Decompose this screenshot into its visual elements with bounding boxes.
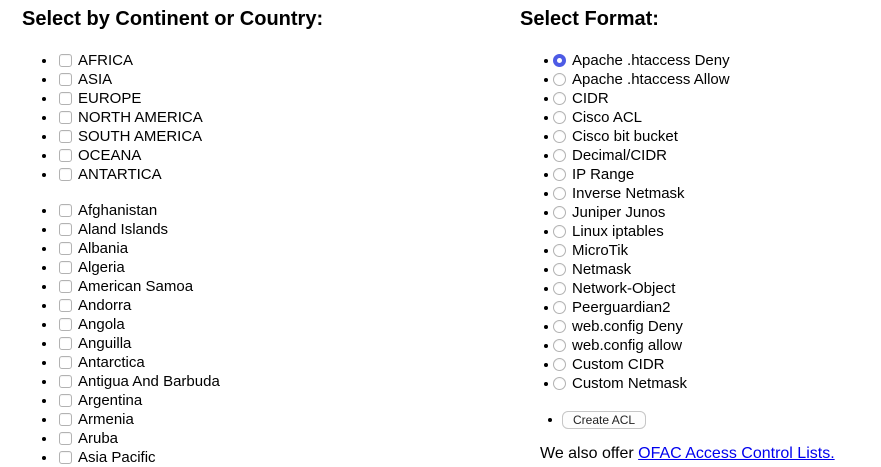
list-item [22, 239, 502, 258]
option-label: American Samoa [78, 278, 194, 295]
option-label: Albania [78, 240, 129, 257]
list-item [22, 51, 502, 70]
option-label: Juniper Junos [572, 204, 666, 221]
option-label: Custom CIDR [572, 356, 665, 373]
radio-button[interactable] [553, 225, 566, 238]
radio-button[interactable] [553, 282, 566, 295]
create-acl-row [520, 410, 881, 430]
list-item [22, 165, 502, 184]
option-label: Anguilla [78, 335, 132, 352]
option-label: ASIA [78, 71, 113, 88]
checkbox[interactable] [59, 92, 72, 105]
list-item [520, 203, 881, 222]
footer-note [540, 444, 881, 463]
radio-button[interactable] [553, 206, 566, 219]
option-label: Aland Islands [78, 221, 169, 238]
radio-button[interactable] [553, 358, 566, 371]
option-label: Inverse Netmask [572, 185, 685, 202]
list-item [22, 429, 502, 448]
option-label: Antarctica [78, 354, 145, 371]
checkbox[interactable] [59, 261, 72, 274]
option-label: Armenia [78, 411, 134, 428]
radio-button[interactable] [553, 377, 566, 390]
checkbox[interactable] [59, 451, 72, 464]
list-item [520, 89, 881, 108]
radio-button[interactable] [553, 130, 566, 143]
list-item [22, 277, 502, 296]
list-item [520, 374, 881, 393]
list-item [520, 279, 881, 298]
option-label: MicroTik [572, 242, 629, 259]
checkbox[interactable] [59, 168, 72, 181]
option-label: Asia Pacific [78, 449, 156, 466]
checkbox[interactable] [59, 73, 72, 86]
ofac-link[interactable]: OFAC Access Control Lists. [638, 445, 835, 462]
option-label: IP Range [572, 166, 635, 183]
list-item [520, 70, 881, 89]
option-label: Afghanistan [78, 202, 158, 219]
format-heading: Select Format: [520, 8, 659, 30]
option-label: Custom Netmask [572, 375, 688, 392]
radio-button[interactable] [553, 73, 566, 86]
radio-button[interactable] [553, 54, 566, 67]
option-label: SOUTH AMERICA [78, 128, 203, 145]
option-label: EUROPE [78, 90, 142, 107]
radio-button[interactable] [553, 92, 566, 105]
option-label: Angola [78, 316, 125, 333]
list-item [520, 317, 881, 336]
checkbox[interactable] [59, 318, 72, 331]
radio-button[interactable] [553, 111, 566, 124]
checkbox[interactable] [59, 394, 72, 407]
radio-button[interactable] [553, 187, 566, 200]
list-item [22, 258, 502, 277]
option-label: Cisco ACL [572, 109, 643, 126]
list-item [22, 127, 502, 146]
radio-button[interactable] [553, 301, 566, 314]
checkbox[interactable] [59, 111, 72, 124]
checkbox[interactable] [59, 356, 72, 369]
list-item [520, 165, 881, 184]
list-item [520, 222, 881, 241]
list-item [22, 220, 502, 239]
radio-button[interactable] [553, 339, 566, 352]
checkbox[interactable] [59, 242, 72, 255]
list-item [520, 336, 881, 355]
option-label: web.config Deny [572, 318, 683, 335]
list-item [520, 127, 881, 146]
list-item [520, 108, 881, 127]
checkbox[interactable] [59, 130, 72, 143]
option-label: Cisco bit bucket [572, 128, 678, 145]
option-label: CIDR [572, 90, 609, 107]
checkbox[interactable] [59, 149, 72, 162]
checkbox[interactable] [59, 280, 72, 293]
option-label: Peerguardian2 [572, 299, 671, 316]
checkbox[interactable] [59, 54, 72, 67]
option-label: NORTH AMERICA [78, 109, 203, 126]
option-label: AFRICA [78, 52, 134, 69]
continent-country-heading: Select by Continent or Country: [22, 8, 324, 30]
checkbox[interactable] [59, 204, 72, 217]
format-section [520, 0, 881, 463]
list-item [520, 51, 881, 70]
option-label: ANTARTICA [78, 166, 162, 183]
list-item [22, 70, 502, 89]
checkbox[interactable] [59, 223, 72, 236]
option-label: Apache .htaccess Deny [572, 52, 730, 69]
format-list [520, 51, 881, 393]
list-item [22, 353, 502, 372]
option-label: Apache .htaccess Allow [572, 71, 730, 88]
list-item [22, 201, 502, 220]
list-item [22, 315, 502, 334]
list-item [22, 448, 502, 467]
list-item [22, 296, 502, 315]
list-item [22, 372, 502, 391]
list-item [520, 241, 881, 260]
radio-button[interactable] [553, 320, 566, 333]
footer-text: We also offer [540, 445, 639, 462]
checkbox[interactable] [59, 299, 72, 312]
option-label: Netmask [572, 261, 632, 278]
list-item [520, 184, 881, 203]
radio-button[interactable] [553, 244, 566, 257]
radio-button[interactable] [553, 168, 566, 181]
list-item [520, 410, 881, 430]
option-label: Aruba [78, 430, 119, 447]
option-label: web.config allow [572, 337, 683, 354]
list-item [22, 146, 502, 165]
radio-button[interactable] [553, 263, 566, 276]
list-item [22, 410, 502, 429]
checkbox[interactable] [59, 432, 72, 445]
continent-country-section [22, 0, 502, 467]
continent-list [22, 51, 502, 184]
country-list [22, 201, 502, 467]
option-label: Network-Object [572, 280, 676, 297]
create-acl-button[interactable]: Create ACL [562, 411, 646, 429]
option-label: Algeria [78, 259, 125, 276]
checkbox[interactable] [59, 337, 72, 350]
checkbox[interactable] [59, 375, 72, 388]
list-item [520, 298, 881, 317]
checkbox[interactable] [59, 413, 72, 426]
list-item [22, 391, 502, 410]
option-label: Linux iptables [572, 223, 664, 240]
option-label: Decimal/CIDR [572, 147, 668, 164]
option-label: OCEANA [78, 147, 142, 164]
list-item [22, 89, 502, 108]
radio-button[interactable] [553, 149, 566, 162]
list-item [520, 355, 881, 374]
option-label: Andorra [78, 297, 132, 314]
list-item [22, 334, 502, 353]
option-label: Antigua And Barbuda [78, 373, 220, 390]
list-item [520, 260, 881, 279]
list-item [22, 108, 502, 127]
list-item [520, 146, 881, 165]
option-label: Argentina [78, 392, 143, 409]
